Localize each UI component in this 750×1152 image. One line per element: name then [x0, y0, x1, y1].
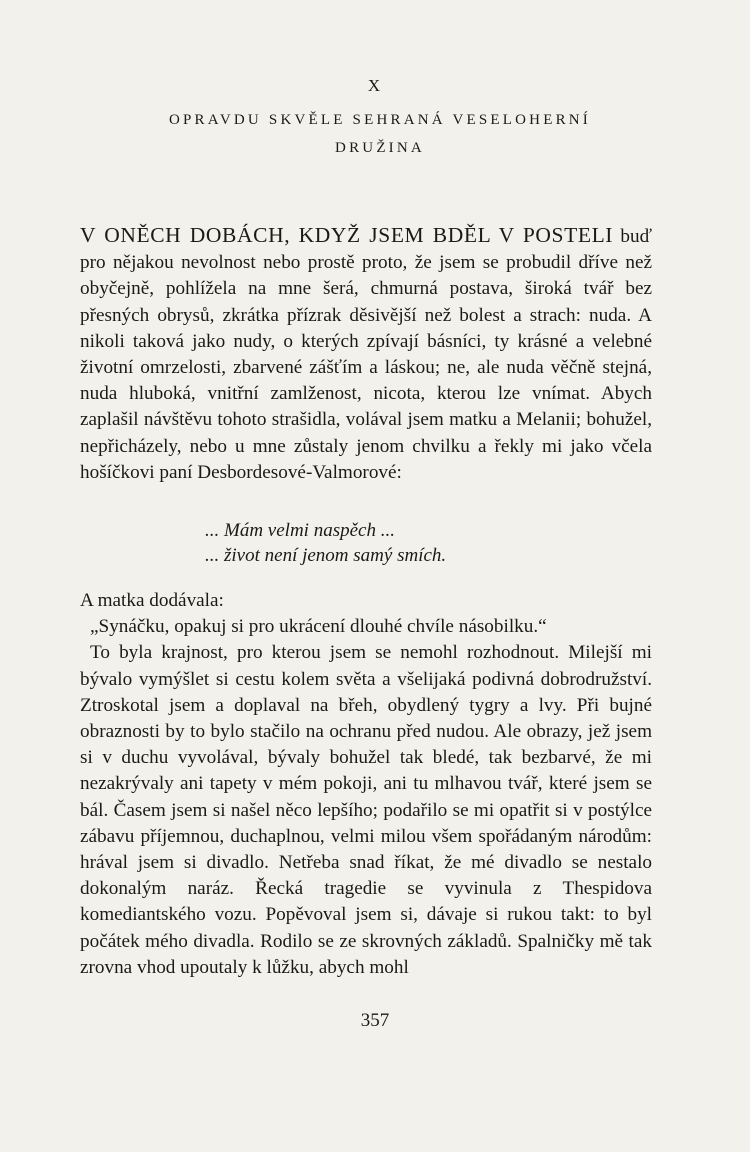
- opening-capitals: V ONĚCH DOBÁCH, KDYŽ JSEM BDĚL V POSTELI: [80, 223, 614, 247]
- chapter-title-line-2: DRUŽINA: [335, 140, 425, 156]
- verse-line-2: ... život není jenom samý smích.: [205, 545, 447, 566]
- opening-paragraph-text: [80, 222, 652, 486]
- main-text: [80, 588, 652, 981]
- page-number: 357: [360, 1010, 390, 1031]
- chapter-number: X: [367, 76, 383, 95]
- paragraph-theatre: To byla krajnost, pro kterou jsem se nemohl rozhodnout. Milejší mi bývalo vymýšlet si cestu kolem světa a všelijaká podivná dobrodružství. Ztroskotal jsem a doplaval na břeh, obydlený tygry a lvy. Při bujné obraznosti by to bylo stačilo na ochranu před nudou. Ale obrazy, jež jsem si v duchu vyvolával, bývaly bohužel tak bledé, tak bezbarvé, že mi nezakrývaly ani tapety v mém pokoji, ani tu mlhavou tvář, které jsem se bál. Časem jsem si našel něco lepšího; podařilo se mi opatřit si v postýlce zábavu příjemnou, duchaplnou, velmi milou všem spořádaným národům: hrával jsem si divadlo. Netřeba snad říkat, že mé divadlo se nestalo dokonalým naráz. Řecká tragedie se vyvinula z Thespidova komediantského vozu. Popěvoval jsem si, dávaje si rukou takt: to byl počátek mého divadla. Rodilo se ze skrovných základů. Spalničky mě tak zrovna vhod upoutaly k lůžku, abych mohl: [80, 642, 652, 978]
- paragraph-quote-multiplication: „Synáčku, opakuj si pro ukrácení dlouhé chvíle násobilku.“: [90, 616, 547, 638]
- chapter-title-line-1: OPRAVDU SKVĚLE SEHRANÁ VESELOHERNÍ: [168, 112, 591, 128]
- opening-paragraph: [80, 222, 652, 486]
- chapter-title: [60, 106, 700, 162]
- verse-quote: [205, 518, 645, 568]
- verse-line-1: ... Mám velmi naspěch ...: [205, 520, 395, 541]
- paragraph-mother-added: A matka dodávala:: [80, 590, 224, 611]
- opening-paragraph-body: buď pro nějakou nevolnost nebo prostě proto, že jsem se probudil dříve než obyčejně, pohlížela na mne šerá, chmurná postava, široká tvář bez přesných obrysů, zkrátka přízrak děsivější než bolest a strach: nuda. A nikoli taková jako nudy, o kterých zpívají básníci, ty krásné a velebné životní omrzelosti, zbarvené zášťím a láskou; ne, ale nuda věčně stejná, nuda hluboká, vnitřní zamlženost, nicota, kterou lze vnímat. Abych zaplašil návštěvu tohoto strašidla, volával jsem matku a Melanii; bohužel, nepřicházely, nebo u mne zůstaly jenom chvilku a řekly mi jako včela hošíčkovi paní Desbordesové-Valmorové:: [80, 226, 652, 483]
